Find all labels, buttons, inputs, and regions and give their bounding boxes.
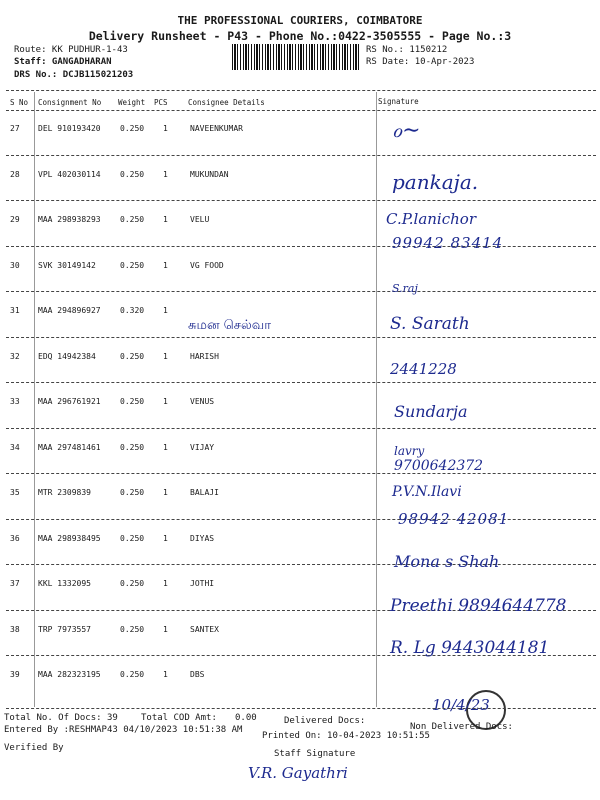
signature-row-35-phone: 98942 42081 xyxy=(398,510,510,528)
column-rule xyxy=(376,92,377,707)
row-consignee: VIJAY xyxy=(190,442,215,452)
rs-date: RS Date: 10-Apr-2023 xyxy=(366,57,475,67)
route-label: Route: KK PUDHUR-1-43 xyxy=(14,45,128,55)
row-weight: 0.250 xyxy=(120,260,145,270)
row-divider xyxy=(6,291,596,292)
signature-row-38: R. Lg 9443044181 xyxy=(390,638,550,658)
staff-signature-label: Staff Signature xyxy=(274,749,356,759)
footer-divider xyxy=(6,708,596,709)
signature-row-32: 2441228 xyxy=(390,360,457,378)
col-pcs: PCS xyxy=(154,98,168,107)
col-weight: Weight xyxy=(118,98,146,107)
signature-row-39: 10/4/23 xyxy=(432,696,490,714)
drs-number: DRS No.: DCJB115021203 xyxy=(14,70,134,80)
row-pcs: 1 xyxy=(163,624,168,634)
row-consignee: VENUS xyxy=(190,397,215,406)
non-delivered-docs: Non Delivered Docs: xyxy=(410,722,513,732)
row-sno: 32 xyxy=(10,351,20,361)
row-pcs: 1 xyxy=(163,579,168,588)
row-sno: 37 xyxy=(10,579,20,588)
row-sno: 33 xyxy=(10,397,20,406)
row-pcs: 1 xyxy=(163,533,168,543)
signature-row-33: Sundarja xyxy=(394,402,468,421)
signature-row-30: S.raj xyxy=(392,282,418,295)
row-consignment: DEL 910193420 xyxy=(38,124,101,133)
row-consignment: MAA 298938293 xyxy=(38,215,101,224)
signature-row-35: P.V.N.Ilavi xyxy=(392,484,462,500)
row-pcs: 1 xyxy=(163,260,168,270)
rs-number: RS No.: 1150212 xyxy=(366,45,448,55)
row-weight: 0.250 xyxy=(120,215,145,224)
delivered-docs: Delivered Docs: xyxy=(284,716,366,726)
row-divider xyxy=(6,155,596,156)
row-consignment: MAA 296761921 xyxy=(38,397,101,406)
row-sno: 36 xyxy=(10,533,20,543)
row-sno: 34 xyxy=(10,442,20,452)
row-consignment: MTR 2309839 xyxy=(38,488,91,497)
row-sno: 38 xyxy=(10,624,20,634)
row-consignee: DBS xyxy=(190,670,205,679)
row-divider xyxy=(6,246,596,247)
row-weight: 0.250 xyxy=(120,169,145,179)
row-divider xyxy=(6,337,596,338)
runsheet-title: Delivery Runsheet - P43 - Phone No.:0422-3505555 - Page No.:3 xyxy=(88,29,512,43)
column-rule xyxy=(34,92,35,707)
row-divider xyxy=(6,473,596,474)
col-signature: Signature xyxy=(378,97,419,106)
row-consignment: TRP 7973557 xyxy=(38,624,91,634)
row-pcs: 1 xyxy=(163,215,168,224)
header-divider-top xyxy=(6,90,596,91)
printed-on: Printed On: 10-04-2023 10:51:55 xyxy=(262,731,430,741)
row-sno: 31 xyxy=(10,306,20,315)
row-consignee: HARISH xyxy=(190,351,219,361)
row-pcs: 1 xyxy=(163,397,168,406)
row-consignment: VPL 402030114 xyxy=(38,169,101,179)
handwritten-consignee: சுமன செல்வா xyxy=(188,318,272,333)
barcode xyxy=(232,44,360,70)
row-consignee: BALAJI xyxy=(190,488,219,497)
row-weight: 0.250 xyxy=(120,397,145,406)
row-consignment: KKL 1332095 xyxy=(38,579,91,588)
row-consignee: VG FOOD xyxy=(190,260,224,270)
col-sno: S No xyxy=(10,98,29,107)
row-consignee: VELU xyxy=(190,215,210,224)
row-consignment: EDQ 14942384 xyxy=(38,351,96,361)
row-divider xyxy=(6,200,596,201)
row-sno: 29 xyxy=(10,215,20,224)
row-consignment: MAA 298938495 xyxy=(38,533,101,543)
row-divider xyxy=(6,564,596,565)
signature-row-28: pankaja. xyxy=(392,170,479,194)
row-consignee: SANTEX xyxy=(190,624,219,634)
signature-row-37: Preethi 9894644778 xyxy=(390,596,567,616)
staff-signature: V.R. Gayathri xyxy=(248,764,348,782)
entered-by: Entered By :RESHMAP43 04/10/2023 10:51:38 AM xyxy=(4,725,243,735)
row-pcs: 1 xyxy=(163,306,168,315)
row-sno: 30 xyxy=(10,260,20,270)
col-consignment: Consignment No xyxy=(38,98,102,107)
row-consignee: JOTHI xyxy=(190,579,215,588)
row-consignment: MAA 282323195 xyxy=(38,670,101,679)
row-divider xyxy=(6,382,596,383)
row-consignment: MAA 297481461 xyxy=(38,442,101,452)
signature-row-36: Mona s Shah xyxy=(394,552,500,571)
row-pcs: 1 xyxy=(163,670,168,679)
row-pcs: 1 xyxy=(163,488,168,497)
signature-row-34: lavry xyxy=(394,444,425,458)
row-weight: 0.250 xyxy=(120,442,145,452)
staff-label: Staff: GANGADHARAN xyxy=(14,57,112,67)
row-pcs: 1 xyxy=(163,169,168,179)
row-sno: 39 xyxy=(10,670,20,679)
signature-row-27: ℴ∼ xyxy=(392,118,421,143)
total-cod-value: 0.00 xyxy=(235,713,257,723)
row-pcs: 1 xyxy=(163,351,168,361)
signature-row-29-phone: 99942 83414 xyxy=(392,234,504,252)
row-consignment: SVK 30149142 xyxy=(38,260,96,270)
row-weight: 0.250 xyxy=(120,670,145,679)
row-pcs: 1 xyxy=(163,124,168,133)
row-weight: 0.250 xyxy=(120,351,145,361)
row-pcs: 1 xyxy=(163,442,168,452)
row-consignment: MAA 294896927 xyxy=(38,306,101,315)
company-title: THE PROFESSIONAL COURIERS, COIMBATORE xyxy=(177,14,423,27)
row-sno: 28 xyxy=(10,169,20,179)
total-cod-label: Total COD Amt: xyxy=(141,713,217,723)
signature-row-34-phone: 9700642372 xyxy=(394,458,484,474)
verified-by: Verified By xyxy=(4,743,64,753)
row-weight: 0.250 xyxy=(120,124,145,133)
signature-row-29: C.P.lanichor xyxy=(386,210,476,228)
row-consignee: NAVEENKUMAR xyxy=(190,124,243,133)
row-consignee: DIYAS xyxy=(190,533,215,543)
col-consignee: Consignee Details xyxy=(188,98,265,107)
signature-row-31: S. Sarath xyxy=(390,314,470,334)
row-weight: 0.250 xyxy=(120,533,145,543)
row-consignee: MUKUNDAN xyxy=(190,169,229,179)
total-docs: Total No. Of Docs: 39 xyxy=(4,713,118,723)
row-sno: 27 xyxy=(10,124,20,133)
header-divider-bottom xyxy=(6,110,596,111)
row-sno: 35 xyxy=(10,488,20,497)
row-weight: 0.250 xyxy=(120,624,145,634)
row-weight: 0.250 xyxy=(120,579,145,588)
row-weight: 0.250 xyxy=(120,488,145,497)
row-weight: 0.320 xyxy=(120,306,145,315)
row-divider xyxy=(6,428,596,429)
